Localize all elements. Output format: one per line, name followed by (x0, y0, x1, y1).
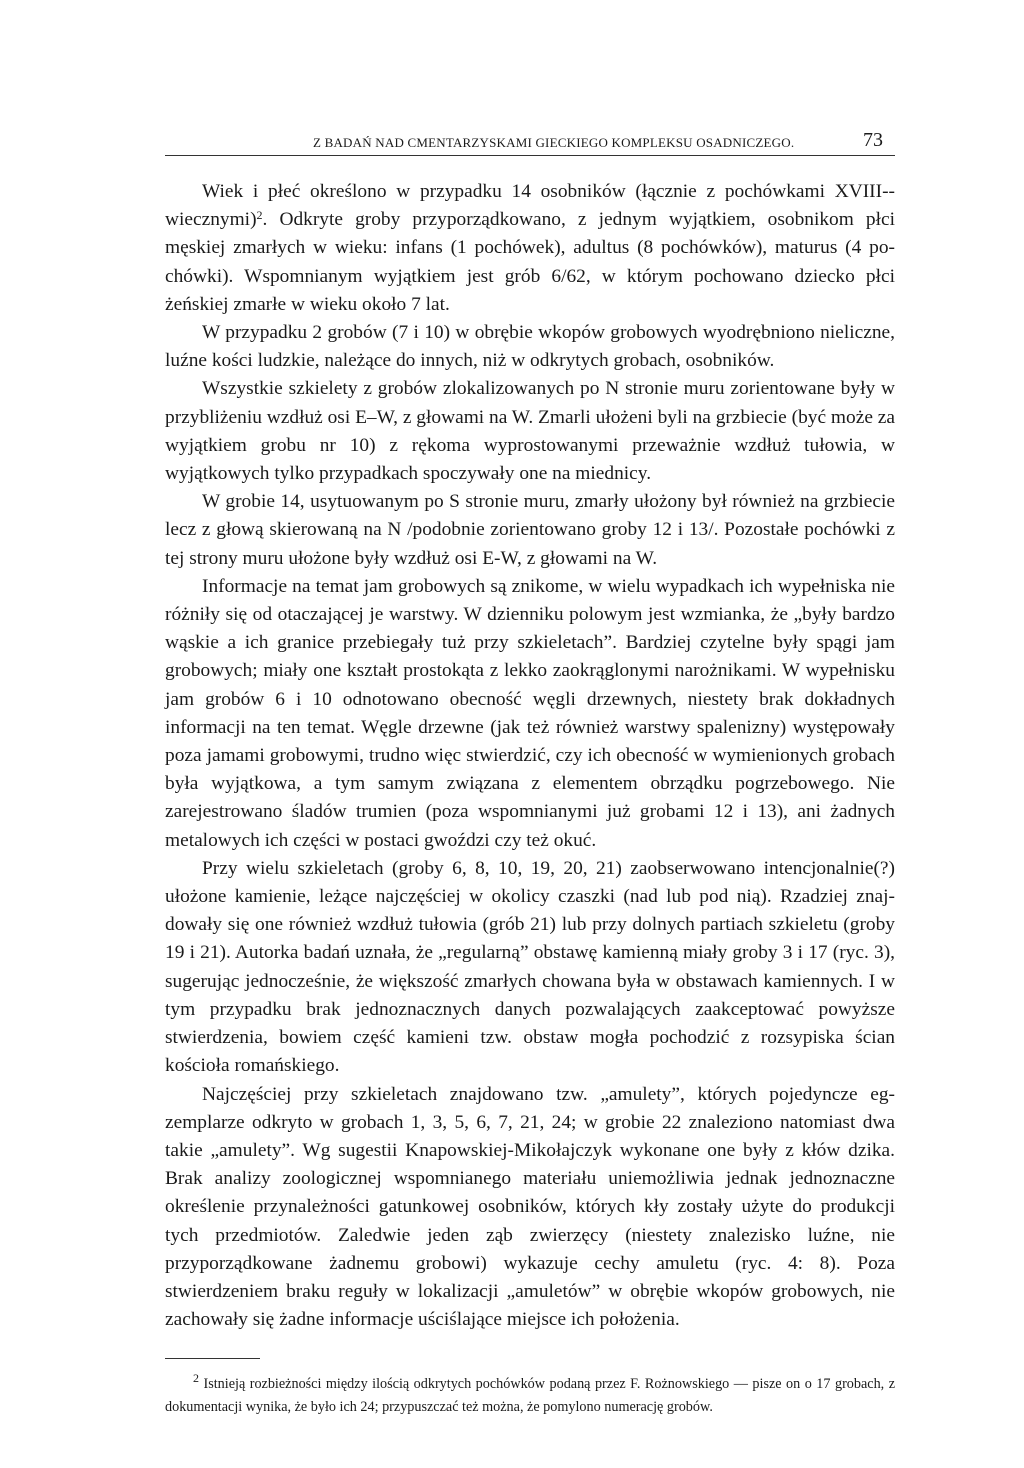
paragraph-orientation: Wszystkie szkielety z grobów zlokalizowanych po N stronie muru zorientowane były w przybliżeniu wzdłuż osi E–W, z głowami na W. Zmarli ułożeni byli na grzbiecie (być może za wyjątkiem grobu nr 10) z rękoma wyprostowanymi przeważnie wzdłuż tułowia, w wyjątkowych tylko przypadkach spoczywały one na miednicy. (165, 378, 895, 485)
paragraph-text: . Odkryte groby przyporządkowano, z jednym wyjątkiem, osobnikom płci męskiej zmarłych w wieku: infans (1 pochówek), adultus (8 pochówków), maturus (4 pochówki). Wspomnianym wyjątkiem jest grób 6/62, w którym pochowano dziecko płci żeńskiej zmarłe w wieku około 7 lat. (165, 209, 895, 315)
body-text (165, 178, 895, 1334)
paragraph-stones: Przy wielu szkieletach (groby 6, 8, 10, 19, 20, 21) zaobserwowano intencjonalnie(?) ułożone kamienie, leżące najczęściej w okolicy czaszki (nad lub pod nią). Rzadziej znajdowały się one również wzdłuż tułowia (grób 21) lub przy dolnych partiach szkieletu (groby 19 i 21). Autorka badań uznała, że „regularną” obstawę kamienną miały groby 3 i 17 (ryc. 3), sugerując jednocześnie, że większość zmarłych chowana była w obstawach kamiennych. I w tym przypadku brak jednoznacznych danych pozwalających zaakceptować powyższe stwierdzenia, bowiem część kamieni tzw. obstaw mogła pochodzić z rozsypiska ścian kościoła romańskiego. (165, 857, 895, 1077)
footnote-mark: 2 (193, 1371, 199, 1386)
paragraph-text: Wiek i płeć określono w przypadku 14 osobników (łącznie z pochówkami XVIII--wiecznymi) (165, 181, 895, 231)
paragraph-grave-pits: Informacje na temat jam grobowych są znikome, w wielu wypadkach ich wypełniska nie różniły się od otaczającej je warstwy. W dzienniku polowym jest wzmianka, że „były bardzo wąskie a ich granice przebiegały tuż przy szkieletach”. Bardziej czytelne były spągi jam grobowych; miały one kształt prostokąta z lekko zaokrąglonymi narożnikami. W wypełnisku jam grobów 6 i 10 odnotowano obecność węgli drzewnych, niestety brak dokładnych informacji na ten temat. Węgle drzewne (jak też również warstwy spalenizny) występowały poza jamami grobowymi, trudno więc stwierdzić, czy ich obecność w wymienionych grobach była wyjątkowa, a tym samym związana z elementem obrządku pogrzebowego. Nie zarejestrowano śladów trumien (poza wspomnianymi już grobami 12 i 13), ani żadnych metalowych ich części w postaci gwoździ czy też okuć. (165, 575, 895, 851)
paragraph-loose-bones: W przypadku 2 grobów (7 i 10) w obrębie wkopów grobowych wyodrębniono nieliczne, luźne kości ludzkie, należące do innych, niż w odkrytych grobach, osobników. (165, 322, 895, 372)
running-title: Z BADAŃ NAD CMENTARZYSKAMI GIECKIEGO KOMPLEKSU OSADNICZEGO. (313, 135, 795, 150)
footnote-rule (165, 1358, 260, 1359)
page-number: 73 (863, 129, 883, 151)
paragraph-grave-14: W grobie 14, usytuowanym po S stronie muru, zmarły ułożony był również na grzbiecie lecz z głową skierowaną na N /podobnie zorientowano groby 12 i 13/. Pozostałe pochówki z tej strony muru ułożone były wzdłuż osi E-W, z głowami na W. (165, 491, 895, 569)
footnote-text: Istnieją rozbieżności między ilością odkrytych pochówków podaną przez F. Rożnowskiego — pisze on o 17 grobach, z dokumentacji wynika, że było ich 24; przypuszczać też można, że pomylono numerację grobów. (165, 1376, 895, 1416)
paragraph-amulets: Najczęściej przy szkieletach znajdowano tzw. „amulety”, których pojedyncze egzemplarze odkryto w grobach 1, 3, 5, 6, 7, 21, 24; w grobie 22 znaleziono natomiast dwa takie „amulety”. Wg sugestii Knapowskiej-Mikołajczyk wykonane one były z kłów dzika. Brak analizy zoologicznej wspomnianego materiału uniemożliwia jednak jednoznaczne określenie przynależności gatunkowej osobników, których kły zostały użyte do produkcji tych przedmiotów. Zaledwie jeden ząb zwierzęcy (niestety znalezisko luźne, nie przyporządkowane żadnemu grobowi) wykazuje cechy amuletu (ryc. 4: 8). Poza stwierdzeniem braku reguły w lokalizacji „amuletów” w obrębie wkopów grobowych, nie zachowały się żadne informacje uściślające miejsce ich położenia. (165, 1083, 895, 1331)
page (165, 125, 895, 1419)
running-header (165, 125, 895, 156)
footnote-reference: 2 (256, 208, 263, 223)
paragraph-age-sex (165, 178, 895, 319)
footnote (165, 1373, 895, 1419)
